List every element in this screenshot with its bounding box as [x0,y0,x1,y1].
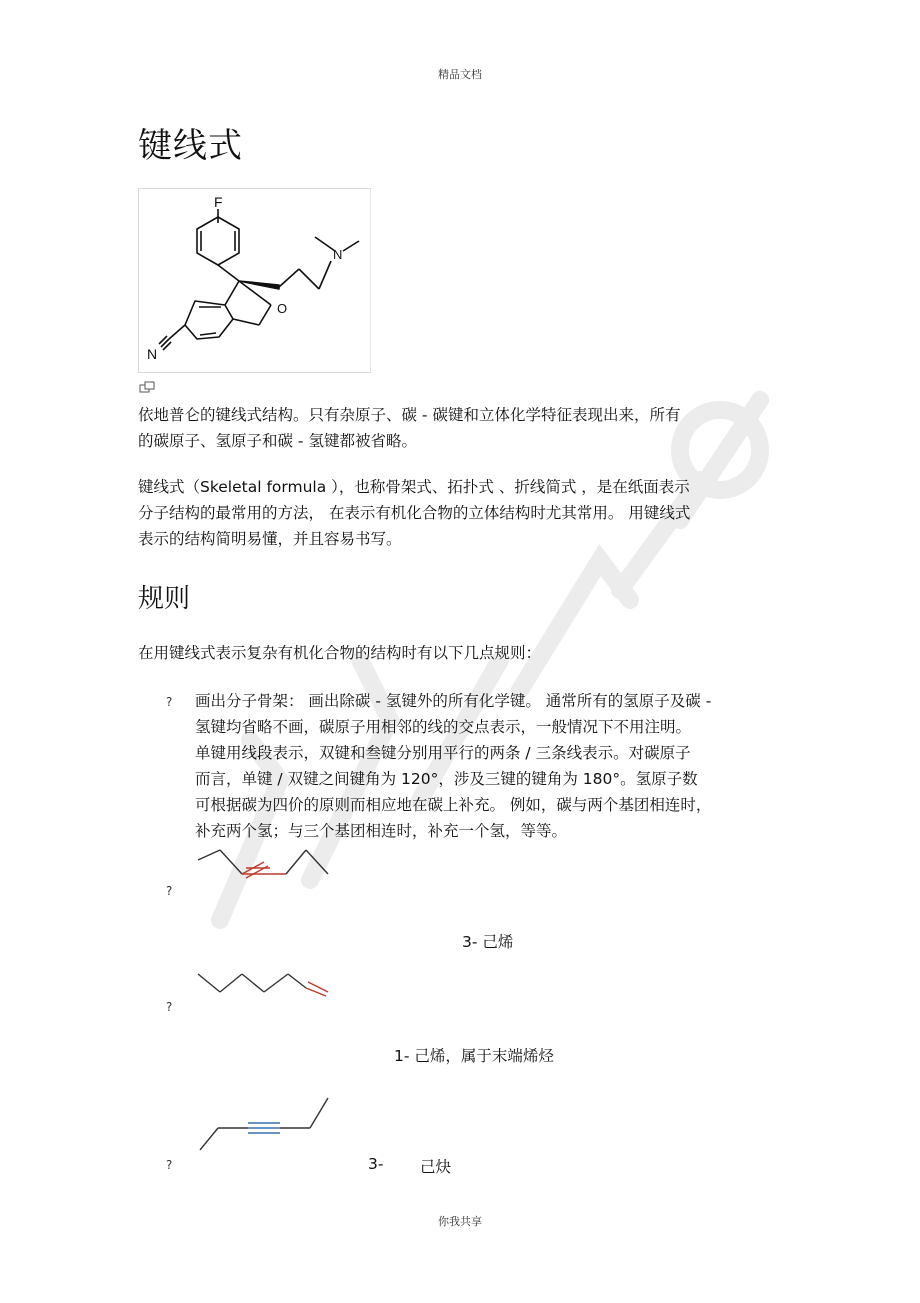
rule-1-line-4: 而言，单键 / 双键之间键角为 120°，涉及三键的键角为 180°。氢原子数 [195,770,698,788]
oxygen-label: O [277,301,288,316]
list-bullet: ? [166,1158,173,1172]
caption-1-hexene: 1- 己烯，属于末端烯烃 [394,1047,554,1065]
definition-paragraph [138,474,778,552]
list-bullet: ? [166,884,173,898]
intro-line-2: 的碳原子、氢原子和碳 - 氢键都被省略。 [138,432,417,450]
rules-intro: 在用键线式表示复杂有机化合物的结构时有以下几点规则： [138,644,542,662]
definition-line-2: 分子结构的最常用的方法， 在表示有机化合物的立体结构时尤其常用。 用键线式 [138,504,691,522]
rule-1-line-6: 补充两个氢；与三个基团相连时，补充一个氢，等等。 [195,822,568,840]
rule-1-line-1: 画出分子骨架： 画出除碳 - 氢键外的所有化学键。 通常所有的氢原子及碳 - [195,692,712,710]
intro-line-1: 依地普仑的键线式结构。只有杂原子、碳 - 碳键和立体化学特征表现出来，所有 [138,406,681,424]
rule-1-line-5: 可根据碳为四价的原则而相应地在碳上补充。 例如，碳与两个基团相连时， [195,796,712,814]
definition-line-3: 表示的结构简明易懂，并且容易书写。 [138,530,402,548]
caption-3-hexyne-suffix: 己炔 [420,1158,452,1176]
hex-3-ene-structure [196,846,332,882]
amine-nitrogen-label: N [333,247,343,262]
rule-1-text [195,688,785,844]
list-bullet: ? [166,1000,173,1014]
hex-1-ene-structure [196,966,332,1000]
intro-paragraph [138,402,778,454]
caption-3-hexene: 3- 己烯 [462,933,514,951]
molecule-figure [138,188,371,373]
page-footer: 你我共享 [438,1215,482,1228]
hex-3-yne-structure [196,1092,332,1154]
rule-1-line-3: 单键用线段表示，双键和叁键分别用平行的两条 / 三条线表示。对碳原子 [195,744,691,762]
fluorine-label: F [214,194,223,210]
enlarge-icon[interactable] [139,381,155,393]
caption-3-hexyne-prefix: 3- [368,1155,384,1173]
page-title: 键线式 [138,126,243,166]
list-bullet: ? [166,695,173,709]
definition-line-1: 键线式（Skeletal formula ），也称骨架式、拓扑式 、折线简式 ，是在纸面表示 [138,478,690,496]
watermark-graphic [160,360,800,1000]
escitalopram-structure [139,189,370,372]
nitrile-nitrogen-label: N [147,346,158,362]
section-title-rules: 规则 [138,584,191,614]
page-header: 精品文档 [438,68,482,81]
rule-1-line-2: 氢键均省略不画，碳原子用相邻的线的交点表示，一般情况下不用注明。 [195,718,692,736]
